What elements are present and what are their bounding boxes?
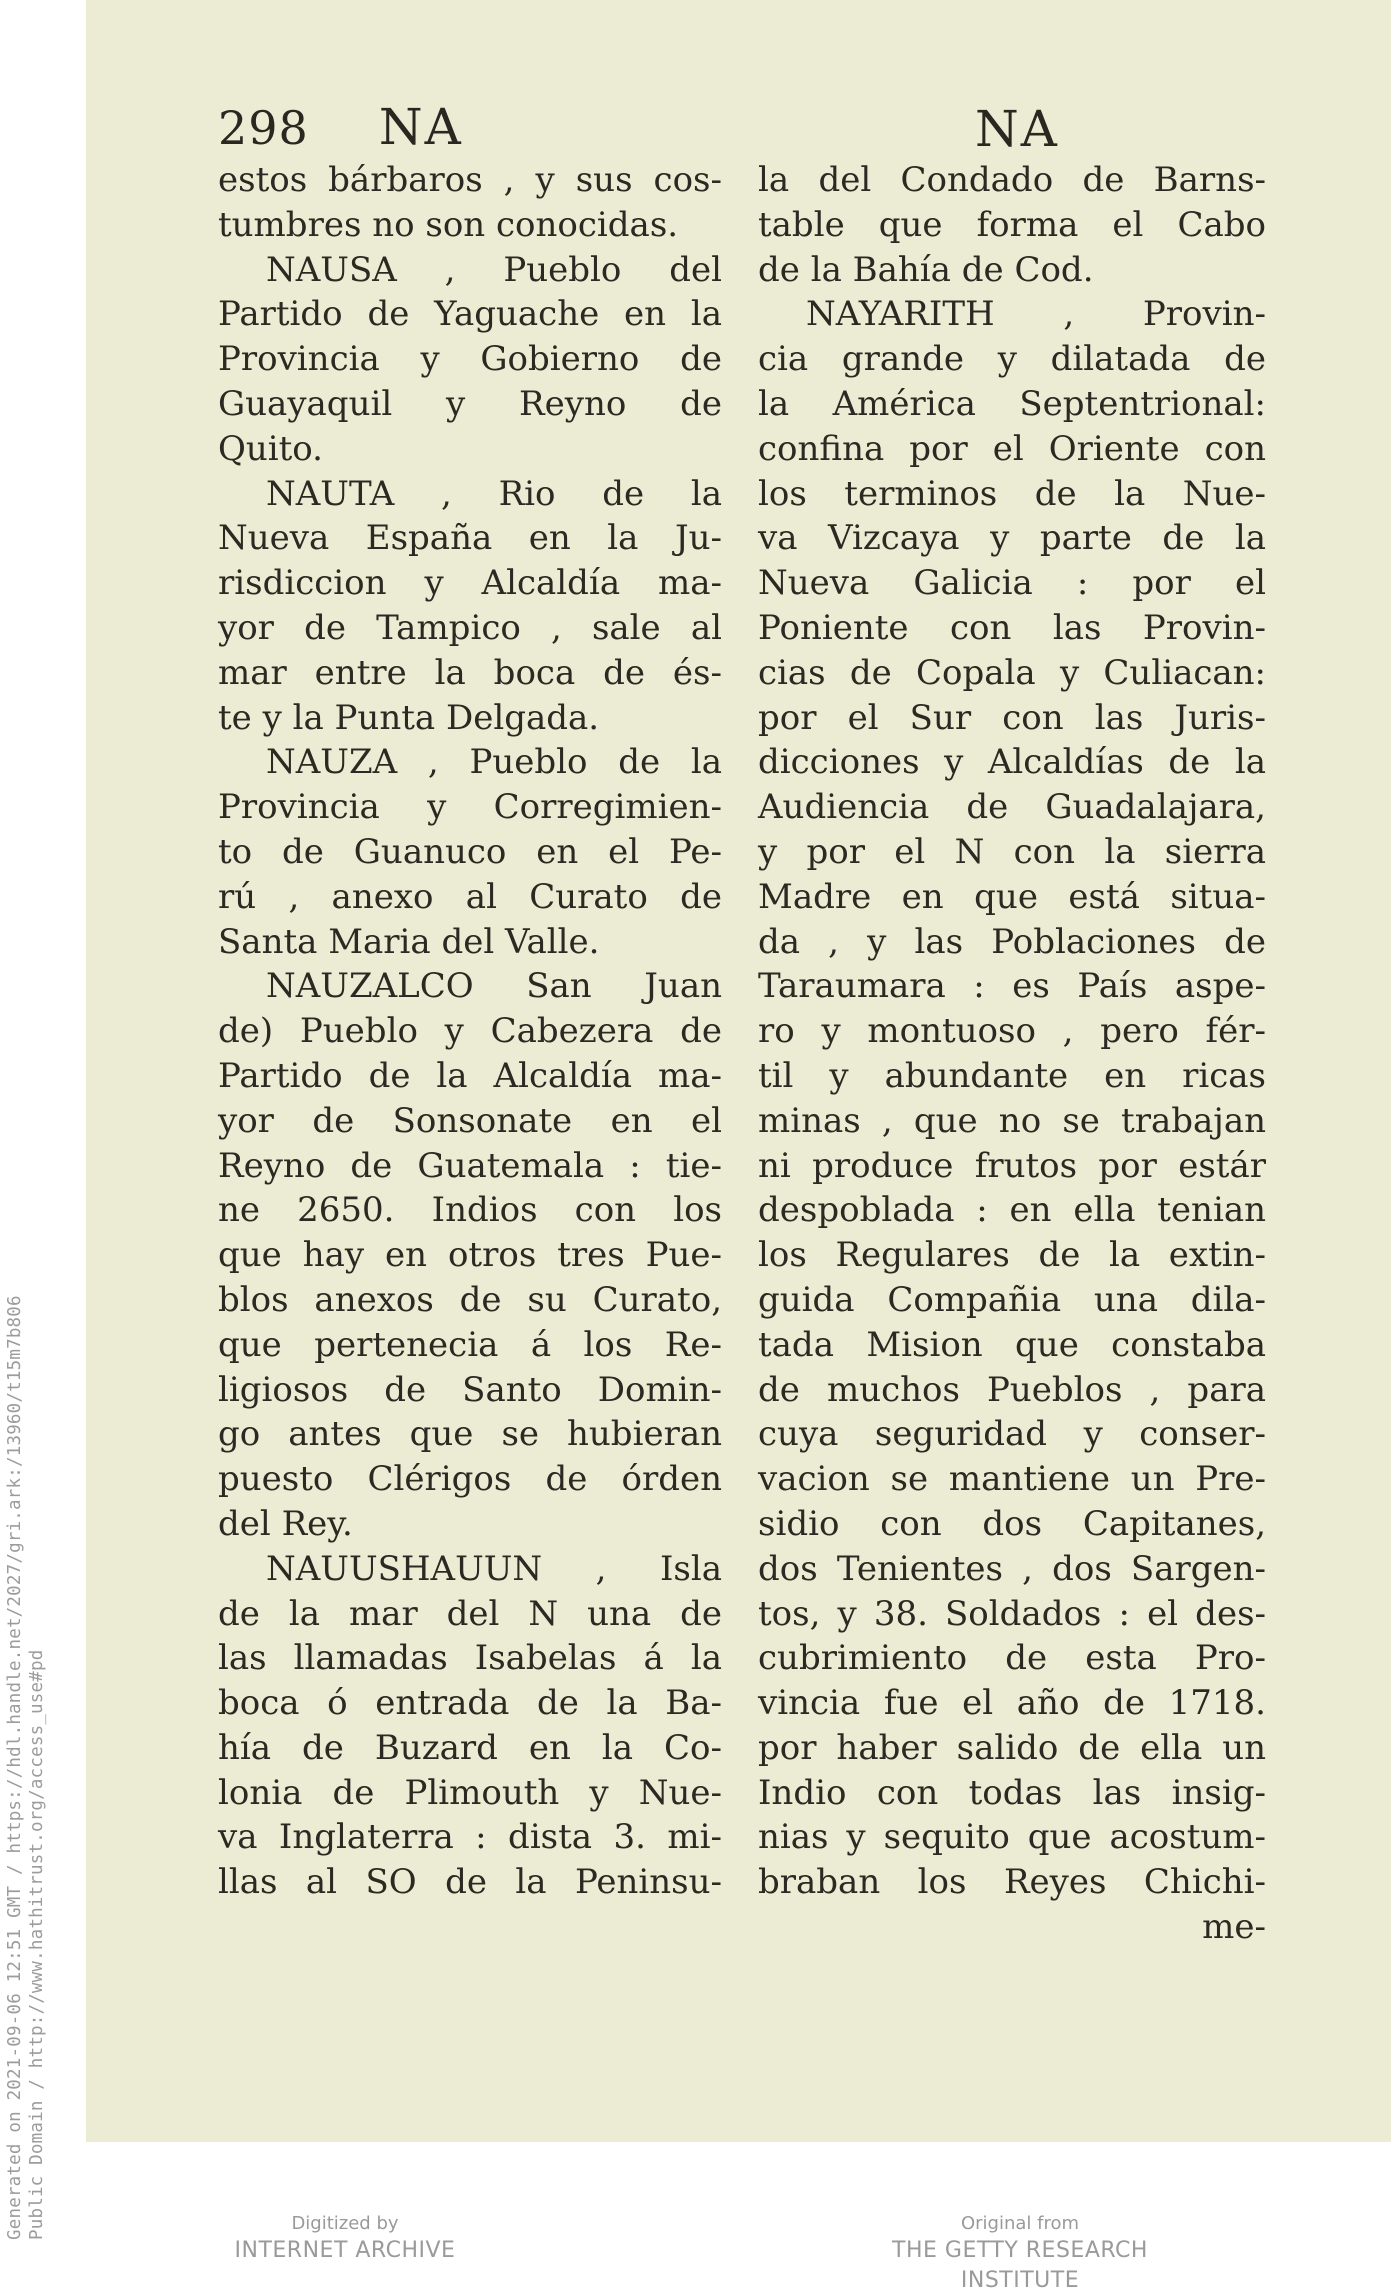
- footer-digitized-label: Digitized by: [291, 2213, 399, 2234]
- text-line: la América Septentrional:: [758, 383, 1266, 424]
- text-line: te y la Punta Delgada.: [218, 697, 600, 738]
- footer-original-label: Original from: [960, 2213, 1080, 2234]
- text-line: Partido de la Alcaldía ma-: [218, 1055, 722, 1096]
- text-line: del Rey.: [218, 1503, 353, 1544]
- generation-stamp-line-1: Generated on 2021-09-06 12:51 GMT / https://hdl.handle.net/2027/gri.ark:/13960/t15m7b806: [5, 1295, 25, 2240]
- text-line: NAUSA , Pueblo del: [266, 249, 722, 290]
- text-line: de la mar del N una de: [218, 1593, 722, 1634]
- text-line: rú , anexo al Curato de: [218, 876, 722, 917]
- text-line: yor de Tampico , sale al: [218, 607, 722, 648]
- text-line: llas al SO de la Peninsu-: [218, 1862, 722, 1903]
- text-line: NAUZALCO San Juan: [266, 966, 722, 1007]
- text-line: til y abundante en ricas: [758, 1055, 1266, 1096]
- text-line: Provincia y Corregimien-: [218, 787, 722, 828]
- text-line: que hay en otros tres Pue-: [218, 1235, 722, 1276]
- text-line: ni produce frutos por estár: [758, 1145, 1266, 1186]
- text-line: que pertenecia á los Re-: [218, 1324, 722, 1365]
- text-line: sidio con dos Capitanes,: [758, 1503, 1266, 1544]
- text-line: NAUTA , Rio de la: [266, 473, 722, 514]
- text-line: por el Sur con las Juris-: [758, 697, 1266, 738]
- text-line: cias de Copala y Culiacan:: [758, 652, 1266, 693]
- text-line: minas , que no se trabajan: [758, 1100, 1266, 1141]
- text-line: cubrimiento de esta Pro-: [758, 1638, 1266, 1679]
- text-line: despoblada : en ella tenian: [758, 1190, 1266, 1231]
- text-line: Guayaquil y Reyno de: [218, 383, 722, 424]
- footer-internet-archive: INTERNET ARCHIVE: [234, 2238, 456, 2263]
- text-line: tos, y 38. Soldados : el des-: [758, 1593, 1266, 1634]
- text-line: puesto Clérigos de órden: [218, 1459, 722, 1500]
- text-line: guida Compañia una dila-: [758, 1279, 1266, 1320]
- text-line: Nueva España en la Ju-: [218, 518, 722, 559]
- text-line: Reyno de Guatemala : tie-: [218, 1145, 722, 1186]
- text-line: estos bárbaros , y sus cos-: [218, 160, 722, 200]
- running-head-left: NA: [378, 98, 463, 156]
- text-line: y por el N con la sierra: [758, 831, 1266, 872]
- right-text-column: [758, 158, 1266, 1950]
- text-line: Provincia y Gobierno de: [218, 339, 722, 380]
- text-line: tada Mision que constaba: [758, 1324, 1266, 1365]
- footer-original-from: [830, 2212, 1210, 2296]
- text-line: braban los Reyes Chichi-: [758, 1862, 1266, 1903]
- text-line: Nueva Galicia : por el: [758, 563, 1266, 604]
- text-line: me-: [1202, 1907, 1266, 1948]
- text-line: va Inglaterra : dista 3. mi-: [218, 1817, 722, 1858]
- text-line: vincia fue el año de 1718.: [758, 1683, 1266, 1724]
- running-head-right: NA: [975, 100, 1059, 158]
- text-line: de muchos Pueblos , para: [758, 1369, 1266, 1410]
- text-line: cuya seguridad y conser-: [758, 1414, 1266, 1455]
- text-line: Santa Maria del Valle.: [218, 921, 600, 962]
- generation-stamp: [4, 1295, 48, 2240]
- text-line: Taraumara : es País aspe-: [758, 966, 1266, 1007]
- text-line: Partido de Yaguache en la: [218, 294, 722, 335]
- text-line: da , y las Poblaciones de: [758, 921, 1266, 962]
- text-line: de) Pueblo y Cabezera de: [218, 1011, 722, 1052]
- left-text-column: [218, 158, 722, 1905]
- text-line: mar entre la boca de és-: [218, 652, 722, 693]
- text-line: blos anexos de su Curato,: [218, 1279, 722, 1320]
- footer-getty: THE GETTY RESEARCH INSTITUTE: [892, 2238, 1148, 2293]
- text-line: Poniente con las Provin-: [758, 607, 1266, 648]
- text-line: Indio con todas las insig-: [758, 1772, 1266, 1813]
- text-line: NAUZA , Pueblo de la: [266, 742, 722, 783]
- text-line: boca ó entrada de la Ba-: [218, 1683, 722, 1724]
- text-line: to de Guanuco en el Pe-: [218, 831, 722, 872]
- text-line: go antes que se hubieran: [218, 1414, 722, 1455]
- text-line: dicciones y Alcaldías de la: [758, 742, 1266, 783]
- page-header-left: [218, 98, 558, 158]
- text-line: confina por el Oriente con: [758, 428, 1266, 469]
- text-line: risdiccion y Alcaldía ma-: [218, 563, 722, 604]
- text-line: por haber salido de ella un: [758, 1727, 1266, 1768]
- text-line: de la Bahía de Cod.: [758, 249, 1094, 290]
- text-line: lonia de Plimouth y Nue-: [218, 1772, 722, 1813]
- text-line: ro y montuoso , pero fér-: [758, 1011, 1266, 1052]
- text-line: cia grande y dilatada de: [758, 339, 1266, 380]
- text-line: Audiencia de Guadalajara,: [758, 787, 1266, 828]
- text-line: NAUUSHAUUN , Isla: [266, 1548, 722, 1589]
- footer-digitized-by: [220, 2212, 470, 2266]
- page-number: 298: [218, 101, 309, 155]
- text-line: Madre en que está situa-: [758, 876, 1266, 917]
- text-line: tumbres no son conocidas.: [218, 204, 679, 245]
- text-line: NAYARITH , Provin-: [806, 294, 1266, 335]
- text-line: va Vizcaya y parte de la: [758, 518, 1266, 559]
- text-line: yor de Sonsonate en el: [218, 1100, 722, 1141]
- text-line: los Regulares de la extin-: [758, 1235, 1266, 1276]
- generation-stamp-line-2: Public Domain / http://www.hathitrust.org/access_use#pd: [27, 1649, 47, 2240]
- text-line: hía de Buzard en la Co-: [218, 1727, 722, 1768]
- text-line: ne 2650. Indios con los: [218, 1190, 722, 1231]
- text-line: Quito.: [218, 428, 323, 469]
- text-line: las llamadas Isabelas á la: [218, 1638, 722, 1679]
- text-line: dos Tenientes , dos Sargen-: [758, 1548, 1266, 1589]
- text-line: la del Condado de Barns-: [758, 160, 1266, 200]
- text-line: vacion se mantiene un Pre-: [758, 1459, 1266, 1500]
- text-line: table que forma el Cabo: [758, 204, 1266, 245]
- text-line: ligiosos de Santo Domin-: [218, 1369, 722, 1410]
- text-line: nias y sequito que acostum-: [758, 1817, 1266, 1858]
- text-line: los terminos de la Nue-: [758, 473, 1266, 514]
